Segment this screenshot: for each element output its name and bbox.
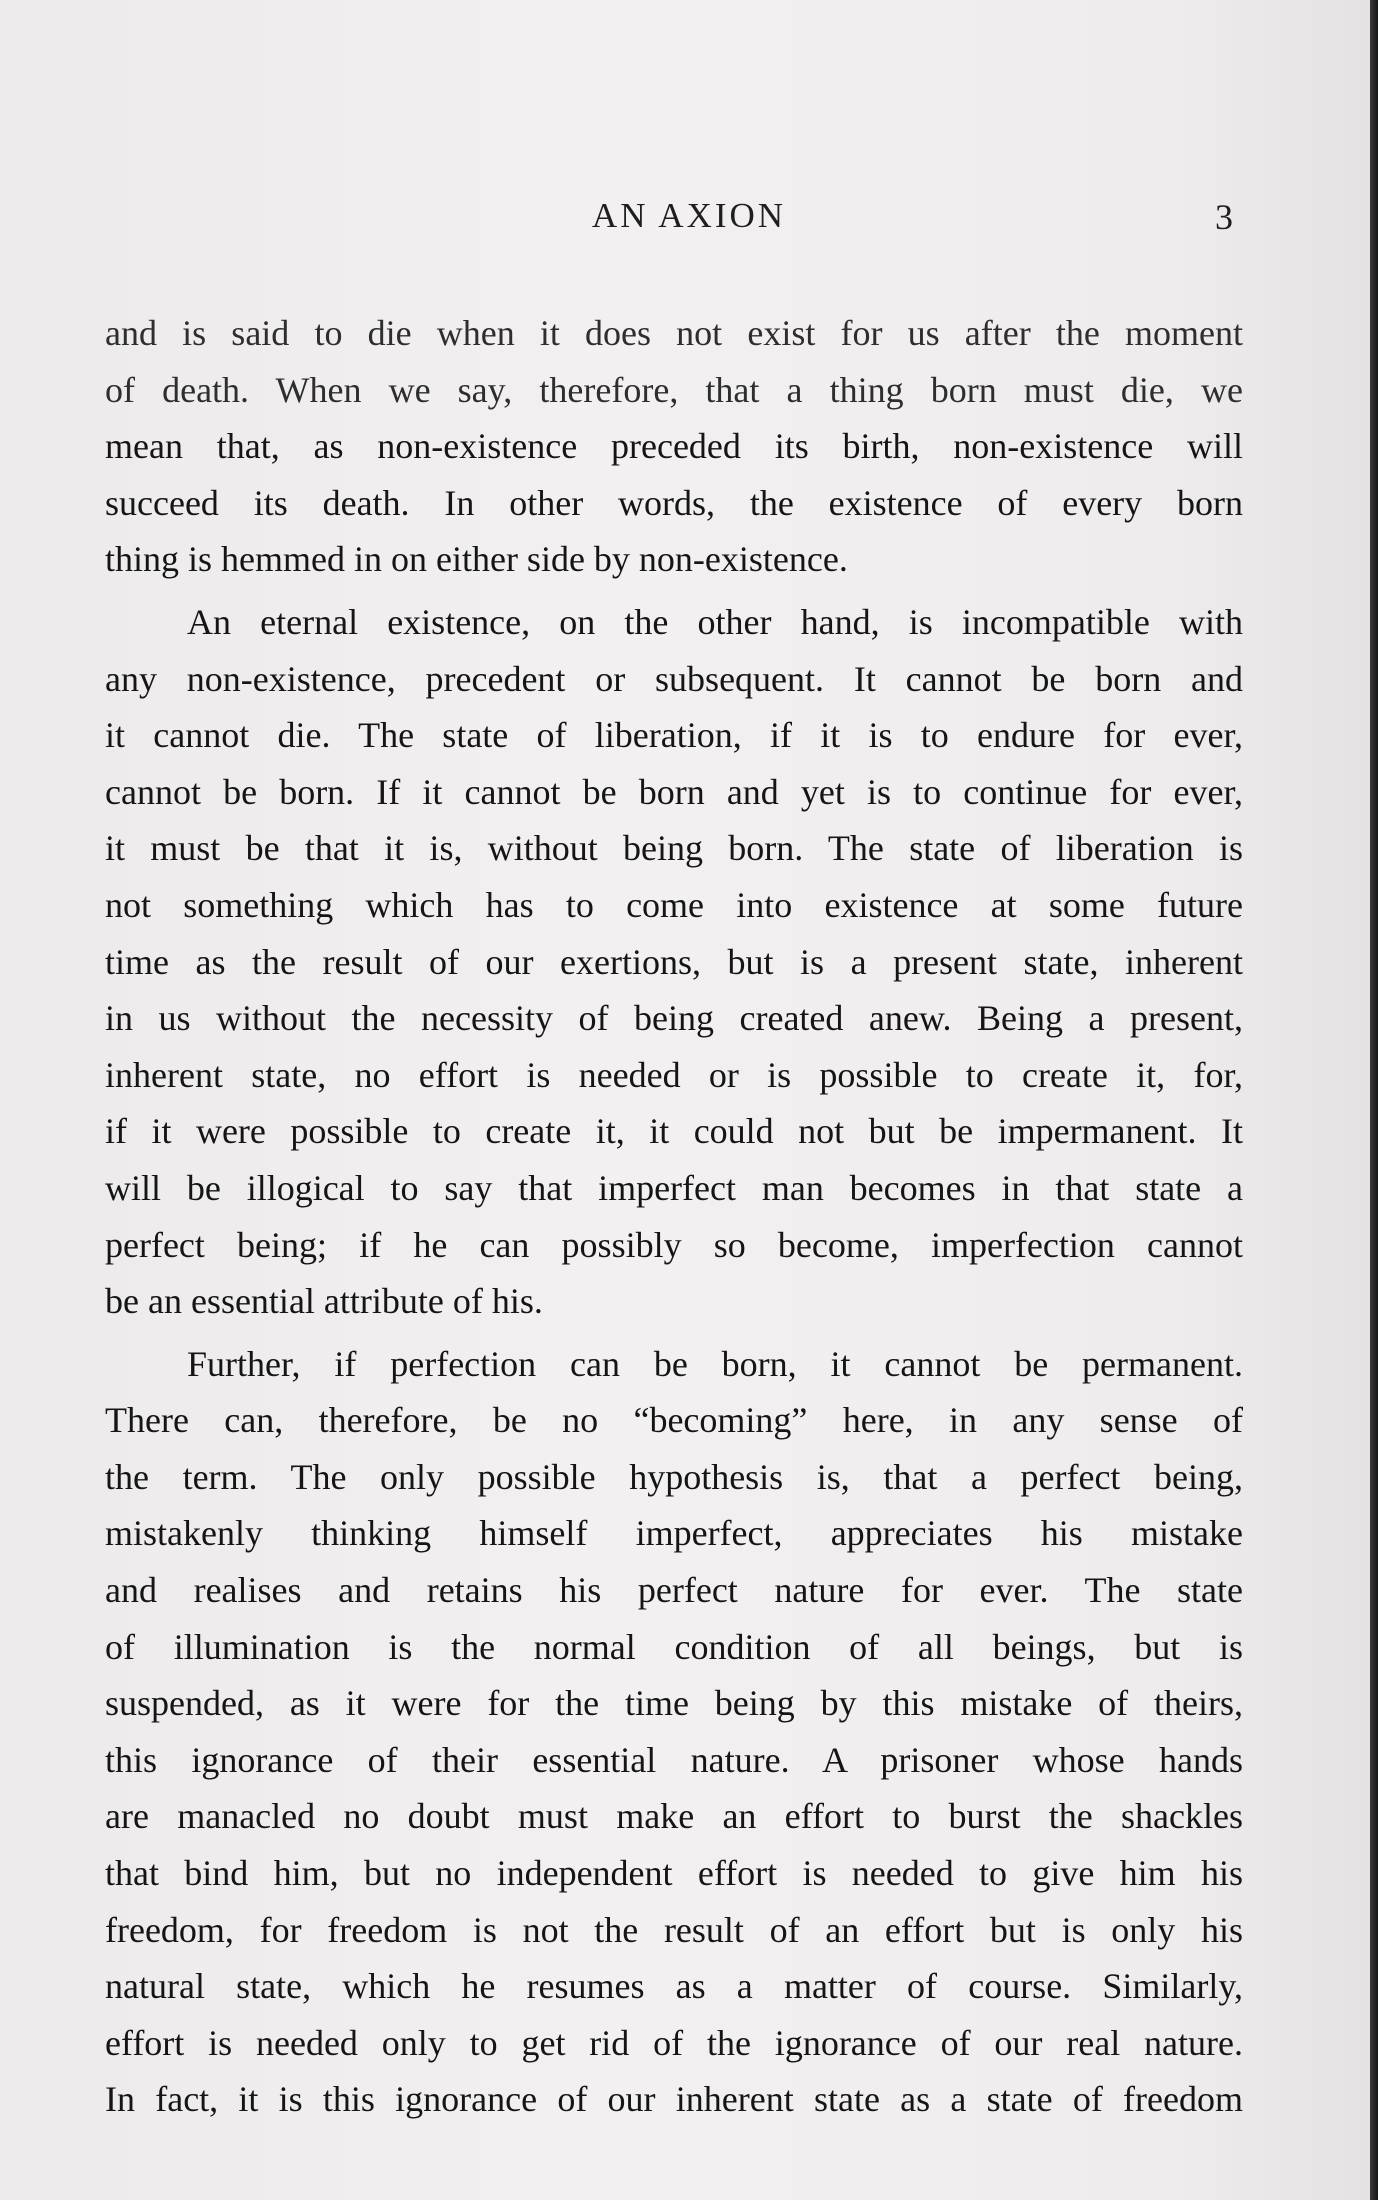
text-line: be an essential attribute of his.: [105, 1281, 543, 1322]
text-line: In fact, it is this ignorance of our inherent state as a state of freedom: [105, 2079, 1243, 2120]
text-line: Further, if perfection can be born, it cannot be permanent.: [187, 1343, 1243, 1384]
text-line: There can, therefore, be no “becoming” here, in any sense of: [105, 1400, 1243, 1441]
text-line: not something which has to come into existence at some future: [105, 884, 1243, 925]
text-line: suspended, as it were for the time being by this mistake of theirs,: [105, 1683, 1243, 1724]
text-line: this ignorance of their essential nature. A prisoner whose hands: [105, 1739, 1243, 1780]
text-line: thing is hemmed in on either side by non-existence.: [105, 539, 848, 580]
text-line: time as the result of our exertions, but is a present state, inherent: [105, 941, 1243, 982]
text-line: freedom, for freedom is not the result of an effort but is only his: [105, 1909, 1243, 1950]
page-number: 3: [1215, 197, 1233, 237]
text-line: that bind him, but no independent effort is needed to give him his: [105, 1853, 1243, 1894]
paragraph: [105, 594, 1243, 1330]
text-line: and is said to die when it does not exist for us after the moment: [105, 313, 1243, 353]
text-line: of death. When we say, therefore, that a thing born must die, we: [105, 369, 1243, 410]
text-line: perfect being; if he can possibly so become, imperfection cannot: [105, 1224, 1243, 1265]
text-line: it must be that it is, without being born. The state of liberation is: [105, 828, 1243, 869]
running-head: AN AXION: [591, 196, 787, 235]
page-header: [0, 196, 1378, 246]
page-edge-shadow: [1370, 0, 1378, 2200]
text-line: will be illogical to say that imperfect man becomes in that state a: [105, 1167, 1243, 1208]
text-line: if it were possible to create it, it could not but be impermanent. It: [105, 1111, 1243, 1152]
text-line: and realises and retains his perfect nature for ever. The state: [105, 1570, 1243, 1611]
text-line: mistakenly thinking himself imperfect, appreciates his mistake: [105, 1513, 1243, 1554]
text-line: any non-existence, precedent or subsequent. It cannot be born and: [105, 658, 1243, 699]
text-line: the term. The only possible hypothesis is, that a perfect being,: [105, 1456, 1243, 1497]
text-line: effort is needed only to get rid of the ignorance of our real nature.: [105, 2022, 1243, 2063]
text-line: inherent state, no effort is needed or is possible to create it, for,: [105, 1054, 1243, 1095]
text-line: cannot be born. If it cannot be born and yet is to continue for ever,: [105, 771, 1243, 812]
text-line: succeed its death. In other words, the existence of every born: [105, 482, 1243, 523]
text-line: mean that, as non-existence preceded its birth, non-existence will: [105, 426, 1243, 467]
text-line: of illumination is the normal condition of all beings, but is: [105, 1626, 1243, 1667]
paragraph: [105, 305, 1243, 588]
paragraph: [105, 1336, 1243, 2128]
text-line: An eternal existence, on the other hand, is incompatible with: [187, 601, 1243, 642]
text-line: natural state, which he resumes as a matter of course. Similarly,: [105, 1966, 1243, 2007]
text-line: are manacled no doubt must make an effort to burst the shackles: [105, 1796, 1243, 1837]
text-line: in us without the necessity of being created anew. Being a present,: [105, 998, 1243, 1039]
text-line: it cannot die. The state of liberation, if it is to endure for ever,: [105, 715, 1243, 756]
body-text: [105, 305, 1243, 2128]
